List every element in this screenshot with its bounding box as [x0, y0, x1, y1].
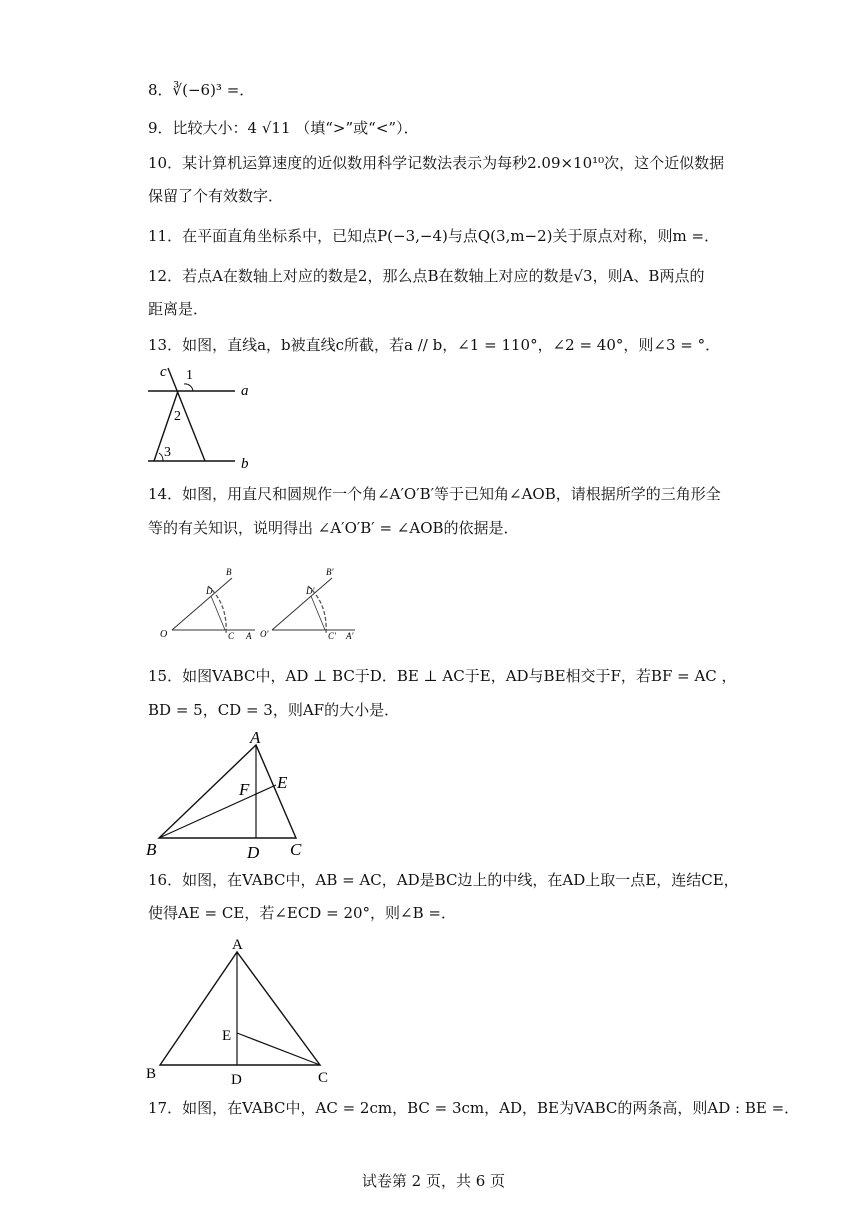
question-14-line-1: 14．如图，用直尺和圆规作一个角∠A′O′B′等于已知角∠AOB，请根据所学的三角形全	[148, 485, 721, 503]
label-e: E	[277, 773, 288, 792]
label-d2: D′	[306, 586, 315, 596]
label-e: E	[222, 1028, 232, 1044]
label-c: C	[318, 1070, 329, 1086]
page-footer: 试卷第 2 页，共 6 页	[361, 1172, 506, 1190]
question-14-line-2: 等的有关知识，说明得出 ∠A′O′B′ = ∠AOB的依据是．	[148, 519, 519, 537]
label-o2: O′	[260, 629, 269, 639]
label-f: F	[239, 780, 250, 799]
figure-14	[150, 560, 380, 650]
segment-d2c2	[311, 596, 325, 630]
label-c: c	[160, 364, 167, 380]
question-13: 13．如图，直线a，b被直线c所截，若a // b，∠1 = 110°，∠2 = 40°，则∠3 = °．	[148, 336, 721, 354]
label-d: D	[231, 1072, 242, 1088]
label-1: 1	[186, 368, 193, 383]
question-15-line-2: BD = 5，CD = 3，则AF的大小是．	[148, 701, 400, 719]
question-16-line-2: 使得AE = CE，若∠ECD = 20°，则∠B =．	[148, 904, 456, 922]
segment-dc	[211, 596, 225, 630]
label-b: B	[146, 840, 157, 859]
figure-16	[140, 930, 340, 1090]
label-b: B	[146, 1066, 157, 1082]
question-12-line-1: 12．若点A在数轴上对应的数是2，那么点B在数轴上对应的数是√3，则A、B两点的	[148, 267, 705, 285]
question-9: 9．比较大小：4 √11 （填“>”或“<”）．	[148, 119, 419, 137]
ray-o2b2	[272, 578, 332, 630]
ray-ob	[172, 578, 232, 630]
label-3: 3	[164, 445, 171, 460]
triangle-abc	[160, 952, 320, 1065]
angle-1-arc	[184, 384, 193, 391]
label-a2: A′	[346, 631, 354, 641]
label-a: A	[232, 937, 243, 953]
question-10-line-2: 保留了个有效数字．	[148, 187, 284, 205]
question-15-line-1: 15．如图VABC中，AD ⊥ BC于D．BE ⊥ AC于E，AD与BE相交于F，若BF = AC ，	[148, 667, 737, 685]
label-a: a	[241, 383, 249, 399]
triangle-abc	[159, 745, 296, 838]
question-11: 11．在平面直角坐标系中，已知点P(−3,−4)与点Q(3,m−2)关于原点对称，则m =．	[148, 227, 720, 245]
label-o: O	[160, 629, 168, 640]
question-12-line-2: 距离是．	[148, 300, 209, 318]
question-10-line-1: 10．某计算机运算速度的近似数用科学记数法表示为每秒2.09×10¹⁰次，这个近似数据	[148, 154, 725, 172]
altitude-be	[159, 785, 276, 838]
figure-13	[140, 360, 270, 475]
label-a: A	[246, 631, 252, 641]
label-c2: C′	[328, 631, 336, 641]
question-17: 17．如图，在VABC中，AC = 2cm，BC = 3cm，AD，BE为VABC的两条高，则AD : BE =．	[148, 1099, 800, 1117]
label-a: A	[250, 728, 261, 747]
angle-3-arc	[159, 453, 163, 461]
label-c: C	[228, 631, 235, 641]
figure-15	[140, 725, 320, 865]
label-d: D	[206, 586, 213, 596]
label-b2: B′	[326, 567, 334, 577]
label-2: 2	[174, 409, 181, 424]
label-b: B	[226, 567, 232, 577]
question-8: 8．∛(−6)³ =．	[148, 81, 255, 99]
question-16-line-1: 16．如图，在VABC中，AB = AC，AD是BC边上的中线，在AD上取一点E，连结CE，	[148, 871, 739, 889]
label-b: b	[241, 456, 249, 472]
label-d: D	[247, 843, 260, 862]
label-c: C	[290, 840, 302, 859]
